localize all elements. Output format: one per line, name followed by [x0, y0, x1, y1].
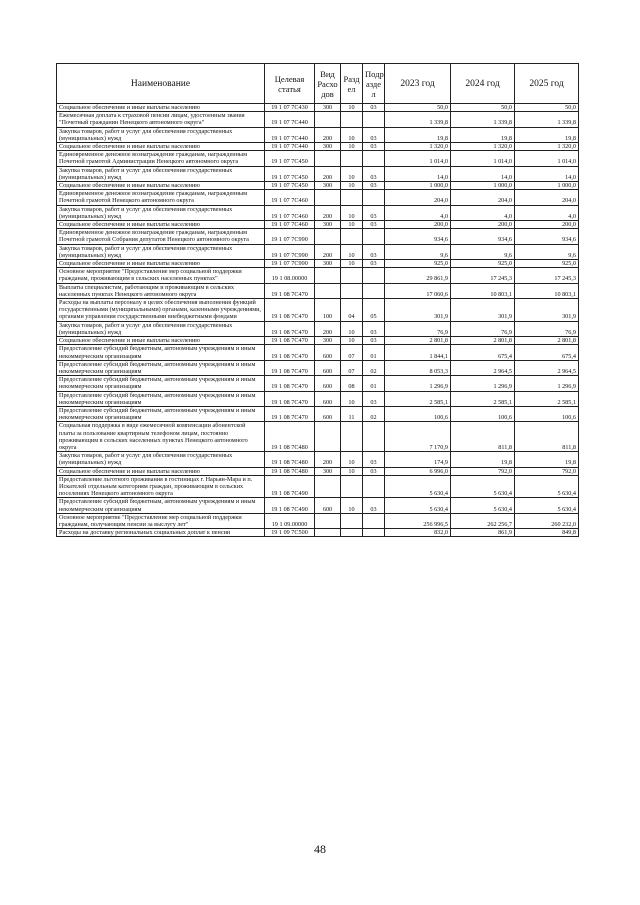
row-name: Закупка товаров, работ и услуг для обеспечения государственных (муниципальных) нужд — [57, 452, 265, 467]
row-value-2025: 1 296,9 — [515, 376, 579, 391]
table-row — [57, 391, 579, 406]
row-value-2024: 5 630,4 — [451, 498, 515, 513]
row-value-2023: 2 801,8 — [385, 337, 451, 345]
row-expense-type: 600 — [315, 360, 341, 375]
row-value-2023: 17 060,6 — [385, 283, 451, 298]
row-section: 11 — [341, 406, 363, 421]
table-row — [57, 299, 579, 322]
row-name: Предоставление субсидий бюджетным, автономным учреждениям и иным некоммерческим организациям — [57, 406, 265, 421]
row-expense-type — [315, 283, 341, 298]
row-name: Социальное обеспечение и иные выплаты населению — [57, 221, 265, 229]
row-value-2023: 9,6 — [385, 244, 451, 259]
row-value-2023: 174,9 — [385, 452, 451, 467]
row-name: Социальное обеспечение и иные выплаты населению — [57, 260, 265, 268]
row-value-2025: 260 232,0 — [515, 513, 579, 528]
row-value-2023: 2 585,1 — [385, 391, 451, 406]
row-subsection: 03 — [363, 205, 385, 220]
row-name: Предоставление субсидий бюджетным, автономным учреждениям и иным некоммерческим организациям — [57, 376, 265, 391]
row-expense-type: 300 — [315, 182, 341, 190]
row-expense-type — [315, 268, 341, 283]
row-value-2024: 2 801,8 — [451, 337, 515, 345]
table-row — [57, 151, 579, 166]
row-value-2025: 2 801,8 — [515, 337, 579, 345]
row-value-2024: 204,0 — [451, 190, 515, 205]
table-row — [57, 376, 579, 391]
table-row — [57, 321, 579, 336]
table-row — [57, 498, 579, 513]
row-subsection: 01 — [363, 376, 385, 391]
row-expense-type: 100 — [315, 299, 341, 322]
row-value-2023: 8 053,3 — [385, 360, 451, 375]
row-value-2023: 1 014,0 — [385, 151, 451, 166]
row-value-2024: 1 339,8 — [451, 112, 515, 127]
row-target-article: 19 1 08 7С470 — [265, 376, 315, 391]
row-value-2024: 17 245,3 — [451, 268, 515, 283]
row-section: 10 — [341, 182, 363, 190]
row-target-article: 19 1 09 7С500 — [265, 529, 315, 537]
row-name: Основное мероприятие "Предоставление мер социальной поддержки гражданам, получающим пенсии за выслугу лет" — [57, 513, 265, 528]
row-expense-type: 600 — [315, 391, 341, 406]
row-value-2024: 925,0 — [451, 260, 515, 268]
row-value-2024: 792,0 — [451, 467, 515, 475]
row-value-2025: 204,0 — [515, 190, 579, 205]
row-value-2024: 811,8 — [451, 422, 515, 452]
row-expense-type: 600 — [315, 498, 341, 513]
row-value-2024: 10 803,1 — [451, 283, 515, 298]
row-expense-type: 200 — [315, 205, 341, 220]
table-row — [57, 529, 579, 537]
row-target-article: 19 1 07 7С990 — [265, 260, 315, 268]
row-expense-type: 300 — [315, 260, 341, 268]
row-value-2023: 5 630,4 — [385, 475, 451, 498]
row-section: 10 — [341, 104, 363, 112]
row-value-2024: 301,9 — [451, 299, 515, 322]
row-subsection: 03 — [363, 337, 385, 345]
row-section: 07 — [341, 345, 363, 360]
row-name: Социальное обеспечение и иные выплаты населению — [57, 337, 265, 345]
row-value-2024: 19,8 — [451, 452, 515, 467]
row-expense-type: 200 — [315, 166, 341, 181]
table-row — [57, 190, 579, 205]
row-name: Единовременное денежное вознаграждение гражданам, награжденным Почетной грамотой Ненецкого автономного округа — [57, 190, 265, 205]
row-name: Предоставление субсидий бюджетным, автономным учреждениям и иным некоммерческим организациям — [57, 391, 265, 406]
row-value-2023: 832,0 — [385, 529, 451, 537]
row-expense-type: 600 — [315, 376, 341, 391]
row-subsection — [363, 475, 385, 498]
row-value-2023: 1 296,9 — [385, 376, 451, 391]
row-subsection: 03 — [363, 321, 385, 336]
row-value-2025: 200,0 — [515, 221, 579, 229]
row-name: Социальное обеспечение и иные выплаты населению — [57, 104, 265, 112]
row-expense-type — [315, 151, 341, 166]
header-target-article: Целевая статья — [265, 64, 315, 104]
row-target-article: 19 1 08 7С490 — [265, 475, 315, 498]
table-row — [57, 205, 579, 220]
row-section — [341, 112, 363, 127]
row-subsection: 03 — [363, 127, 385, 142]
row-value-2025: 2 585,1 — [515, 391, 579, 406]
row-value-2023: 934,6 — [385, 229, 451, 244]
table-row — [57, 513, 579, 528]
row-value-2024: 76,9 — [451, 321, 515, 336]
row-subsection: 03 — [363, 498, 385, 513]
row-subsection — [363, 229, 385, 244]
row-target-article: 19 1 08.00000 — [265, 268, 315, 283]
table-row — [57, 268, 579, 283]
row-expense-type — [315, 475, 341, 498]
row-value-2025: 1 320,0 — [515, 143, 579, 151]
row-name: Расходы на доставку региональных социальных доплат к пенсии — [57, 529, 265, 537]
budget-table — [56, 63, 579, 537]
row-subsection: 03 — [363, 467, 385, 475]
row-target-article: 19 1 08 7С470 — [265, 283, 315, 298]
row-value-2024: 1 014,0 — [451, 151, 515, 166]
table-row — [57, 360, 579, 375]
row-target-article: 19 1 09.00000 — [265, 513, 315, 528]
row-value-2025: 14,0 — [515, 166, 579, 181]
row-section: 10 — [341, 221, 363, 229]
row-subsection: 03 — [363, 391, 385, 406]
header-section: Разд ел — [341, 64, 363, 104]
table-row — [57, 221, 579, 229]
row-section — [341, 190, 363, 205]
row-section — [341, 151, 363, 166]
table-row — [57, 345, 579, 360]
row-value-2024: 1 296,9 — [451, 376, 515, 391]
row-value-2025: 934,6 — [515, 229, 579, 244]
row-value-2025: 675,4 — [515, 345, 579, 360]
header-expense-type: Вид Расхо дов — [315, 64, 341, 104]
header-row — [57, 64, 579, 104]
row-value-2025: 1 014,0 — [515, 151, 579, 166]
row-value-2025: 19,8 — [515, 127, 579, 142]
row-value-2023: 14,0 — [385, 166, 451, 181]
row-value-2023: 76,9 — [385, 321, 451, 336]
row-section: 10 — [341, 337, 363, 345]
table-row — [57, 166, 579, 181]
row-value-2023: 1 339,8 — [385, 112, 451, 127]
row-section: 10 — [341, 127, 363, 142]
row-name: Закупка товаров, работ и услуг для обеспечения государственных (муниципальных) нужд — [57, 205, 265, 220]
row-name: Закупка товаров, работ и услуг для обеспечения государственных (муниципальных) нужд — [57, 166, 265, 181]
row-section: 10 — [341, 498, 363, 513]
table-row — [57, 182, 579, 190]
row-expense-type: 300 — [315, 467, 341, 475]
row-value-2023: 4,0 — [385, 205, 451, 220]
table-row — [57, 112, 579, 127]
row-target-article: 19 1 07 7С440 — [265, 112, 315, 127]
row-value-2024: 4,0 — [451, 205, 515, 220]
row-value-2025: 100,6 — [515, 406, 579, 421]
row-target-article: 19 1 08 7С470 — [265, 299, 315, 322]
row-value-2024: 14,0 — [451, 166, 515, 181]
row-section: 10 — [341, 244, 363, 259]
row-value-2025: 19,8 — [515, 452, 579, 467]
row-name: Предоставление субсидий бюджетным, автономным учреждениям и иным некоммерческим организациям — [57, 345, 265, 360]
row-section: 10 — [341, 391, 363, 406]
row-value-2023: 925,0 — [385, 260, 451, 268]
row-target-article: 19 1 07 7С450 — [265, 151, 315, 166]
row-value-2025: 5 630,4 — [515, 498, 579, 513]
row-subsection: 03 — [363, 221, 385, 229]
row-subsection: 02 — [363, 406, 385, 421]
row-subsection: 03 — [363, 104, 385, 112]
row-value-2025: 1 000,0 — [515, 182, 579, 190]
header-name: Наименование — [57, 64, 265, 104]
row-section — [341, 268, 363, 283]
row-expense-type: 200 — [315, 127, 341, 142]
row-subsection: 02 — [363, 360, 385, 375]
row-value-2025: 17 245,3 — [515, 268, 579, 283]
row-name: Закупка товаров, работ и услуг для обеспечения государственных (муниципальных) нужд — [57, 127, 265, 142]
row-target-article: 19 1 08 7С470 — [265, 337, 315, 345]
row-value-2025: 811,8 — [515, 422, 579, 452]
row-value-2023: 7 170,9 — [385, 422, 451, 452]
row-subsection: 01 — [363, 345, 385, 360]
row-subsection: 03 — [363, 244, 385, 259]
row-name: Предоставление субсидий бюджетным, автономным учреждениям и иным некоммерческим организациям — [57, 498, 265, 513]
row-name: Социальная поддержка в виде ежемесячной компенсации абонентской платы за пользование квартирным телефоном лицам, постоянно проживающим в сельских населенных пунктах Ненецкого автономного округа — [57, 422, 265, 452]
row-section — [341, 283, 363, 298]
row-value-2024: 9,6 — [451, 244, 515, 259]
row-value-2023: 29 861,9 — [385, 268, 451, 283]
row-subsection: 03 — [363, 166, 385, 181]
row-expense-type — [315, 229, 341, 244]
table-row — [57, 229, 579, 244]
row-name: Основное мероприятие "Предоставление мер социальной поддержки гражданам, проживающим в сельских населенных пунктах" — [57, 268, 265, 283]
row-value-2023: 1 000,0 — [385, 182, 451, 190]
row-value-2024: 2 585,1 — [451, 391, 515, 406]
row-subsection: 03 — [363, 260, 385, 268]
row-value-2023: 256 996,5 — [385, 513, 451, 528]
row-target-article: 19 1 08 7С470 — [265, 360, 315, 375]
row-value-2025: 925,0 — [515, 260, 579, 268]
row-expense-type — [315, 529, 341, 537]
row-name: Социальное обеспечение и иные выплаты населению — [57, 182, 265, 190]
row-section: 10 — [341, 260, 363, 268]
row-value-2024: 100,6 — [451, 406, 515, 421]
row-target-article: 19 1 07 7С450 — [265, 166, 315, 181]
row-subsection — [363, 190, 385, 205]
row-value-2025: 1 339,8 — [515, 112, 579, 127]
table-row — [57, 467, 579, 475]
row-target-article: 19 1 08 7С470 — [265, 321, 315, 336]
row-subsection — [363, 151, 385, 166]
row-subsection: 03 — [363, 182, 385, 190]
row-value-2024: 1 000,0 — [451, 182, 515, 190]
row-target-article: 19 1 07 7С460 — [265, 221, 315, 229]
row-expense-type: 600 — [315, 345, 341, 360]
table-row — [57, 283, 579, 298]
row-value-2025: 9,6 — [515, 244, 579, 259]
row-section — [341, 475, 363, 498]
row-value-2025: 849,8 — [515, 529, 579, 537]
row-value-2023: 100,6 — [385, 406, 451, 421]
row-value-2024: 5 630,4 — [451, 475, 515, 498]
row-name: Закупка товаров, работ и услуг для обеспечения государственных (муниципальных) нужд — [57, 321, 265, 336]
page-number: 48 — [314, 842, 326, 856]
row-target-article: 19 1 08 7С480 — [265, 452, 315, 467]
table-row — [57, 406, 579, 421]
row-value-2025: 2 964,5 — [515, 360, 579, 375]
row-name: Выплаты специалистам, работающим и проживающим в сельских населенных пунктах Ненецкого автономного округа — [57, 283, 265, 298]
row-value-2024: 1 320,0 — [451, 143, 515, 151]
row-expense-type: 300 — [315, 143, 341, 151]
table-row — [57, 452, 579, 467]
row-value-2025: 76,9 — [515, 321, 579, 336]
row-value-2025: 4,0 — [515, 205, 579, 220]
row-value-2025: 301,9 — [515, 299, 579, 322]
row-section: 04 — [341, 299, 363, 322]
row-subsection — [363, 529, 385, 537]
row-target-article: 19 1 07 7С440 — [265, 143, 315, 151]
row-expense-type — [315, 190, 341, 205]
row-section: 07 — [341, 360, 363, 375]
row-value-2025: 792,0 — [515, 467, 579, 475]
row-value-2023: 5 630,4 — [385, 498, 451, 513]
table-row — [57, 475, 579, 498]
row-target-article: 19 1 07 7С440 — [265, 127, 315, 142]
row-value-2024: 262 256,7 — [451, 513, 515, 528]
table-row — [57, 127, 579, 142]
row-expense-type — [315, 112, 341, 127]
table-row — [57, 244, 579, 259]
table-row — [57, 260, 579, 268]
row-expense-type: 600 — [315, 406, 341, 421]
row-value-2025: 5 630,4 — [515, 475, 579, 498]
row-expense-type: 300 — [315, 104, 341, 112]
row-value-2023: 6 996,0 — [385, 467, 451, 475]
row-value-2023: 301,9 — [385, 299, 451, 322]
row-section — [341, 229, 363, 244]
row-target-article: 19 1 08 7С480 — [265, 422, 315, 452]
row-section: 08 — [341, 376, 363, 391]
row-value-2023: 19,8 — [385, 127, 451, 142]
row-name: Предоставление льготного проживания в гостиницах г. Нарьян-Мара и п. Искателей отдельным категориям граждан, проживающим в сельских поселениях Ненецкого автономного округа — [57, 475, 265, 498]
row-section: 10 — [341, 143, 363, 151]
row-value-2024: 934,6 — [451, 229, 515, 244]
row-value-2024: 200,0 — [451, 221, 515, 229]
table-row — [57, 422, 579, 452]
row-section — [341, 529, 363, 537]
row-name: Закупка товаров, работ и услуг для обеспечения государственных (муниципальных) нужд — [57, 244, 265, 259]
row-value-2023: 50,0 — [385, 104, 451, 112]
row-value-2023: 204,0 — [385, 190, 451, 205]
row-name: Социальное обеспечение и иные выплаты населению — [57, 143, 265, 151]
table-row — [57, 337, 579, 345]
row-name: Единовременное денежное вознаграждение гражданам, награжденным Почетной грамотой Собрания депутатов Ненецкого автономного округа — [57, 229, 265, 244]
row-section: 10 — [341, 452, 363, 467]
header-year-2025: 2025 год — [515, 64, 579, 104]
row-subsection — [363, 513, 385, 528]
row-target-article: 19 1 07 7С990 — [265, 229, 315, 244]
row-value-2024: 19,8 — [451, 127, 515, 142]
row-name: Единовременное денежное вознаграждение гражданам, награжденным Почетной грамотой Администрации Ненецкого автономного округа — [57, 151, 265, 166]
row-subsection: 03 — [363, 143, 385, 151]
row-value-2024: 50,0 — [451, 104, 515, 112]
header-year-2023: 2023 год — [385, 64, 451, 104]
row-subsection: 03 — [363, 452, 385, 467]
row-value-2024: 2 964,5 — [451, 360, 515, 375]
row-expense-type: 300 — [315, 221, 341, 229]
row-target-article: 19 1 08 7С470 — [265, 406, 315, 421]
row-expense-type: 300 — [315, 337, 341, 345]
row-target-article: 19 1 08 7С480 — [265, 467, 315, 475]
row-expense-type: 200 — [315, 321, 341, 336]
header-year-2024: 2024 год — [451, 64, 515, 104]
row-name: Предоставление субсидий бюджетным, автономным учреждениям и иным некоммерческим организациям — [57, 360, 265, 375]
row-target-article: 19 1 07 7С990 — [265, 244, 315, 259]
row-value-2024: 861,9 — [451, 529, 515, 537]
row-target-article: 19 1 08 7С470 — [265, 345, 315, 360]
row-section: 10 — [341, 205, 363, 220]
row-subsection — [363, 422, 385, 452]
table-row — [57, 143, 579, 151]
row-expense-type: 200 — [315, 244, 341, 259]
row-value-2024: 675,4 — [451, 345, 515, 360]
row-target-article: 19 1 07 7С430 — [265, 104, 315, 112]
row-expense-type: 200 — [315, 452, 341, 467]
row-section: 10 — [341, 467, 363, 475]
row-value-2023: 1 320,0 — [385, 143, 451, 151]
row-target-article: 19 1 07 7С450 — [265, 182, 315, 190]
row-value-2023: 1 844,1 — [385, 345, 451, 360]
row-value-2025: 10 803,1 — [515, 283, 579, 298]
row-section: 10 — [341, 321, 363, 336]
table-row — [57, 104, 579, 112]
row-target-article: 19 1 07 7С460 — [265, 205, 315, 220]
row-subsection: 05 — [363, 299, 385, 322]
row-value-2025: 50,0 — [515, 104, 579, 112]
row-name: Социальное обеспечение и иные выплаты населению — [57, 467, 265, 475]
row-subsection — [363, 112, 385, 127]
row-section: 10 — [341, 166, 363, 181]
row-name: Ежемесячная доплата к страховой пенсии лицам, удостоенным звания "Почетный гражданин Ненецкого автономного округа" — [57, 112, 265, 127]
row-section — [341, 422, 363, 452]
header-subsection: Подр азде л — [363, 64, 385, 104]
row-target-article: 19 1 08 7С470 — [265, 391, 315, 406]
row-target-article: 19 1 08 7С490 — [265, 498, 315, 513]
row-target-article: 19 1 07 7С460 — [265, 190, 315, 205]
row-expense-type — [315, 513, 341, 528]
row-subsection — [363, 268, 385, 283]
row-name: Расходы на выплаты персоналу в целях обеспечения выполнения функций государственными (муниципальными) органами, казенными учреждениями, органами управления государственными внебюджетными фондами — [57, 299, 265, 322]
row-value-2023: 200,0 — [385, 221, 451, 229]
row-section — [341, 513, 363, 528]
row-expense-type — [315, 422, 341, 452]
row-subsection — [363, 283, 385, 298]
